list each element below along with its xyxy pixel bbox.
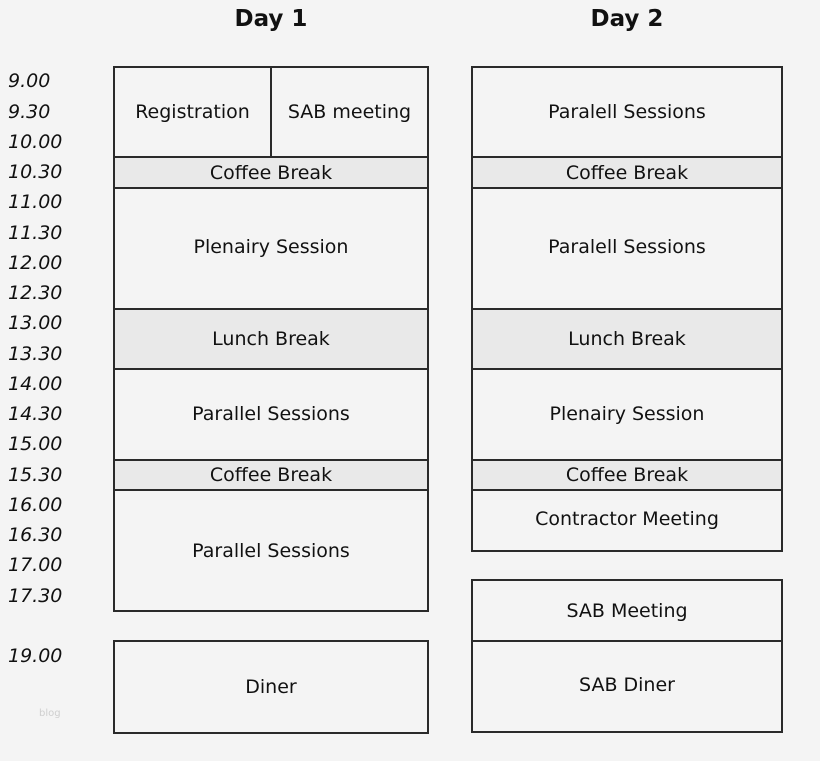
day1-plenary-session-label: Plenairy Session	[193, 236, 349, 258]
day1-coffee-break-block	[113, 156, 429, 189]
time-label: 17.30	[8, 585, 63, 607]
time-label: 15.00	[8, 433, 63, 455]
time-label: 13.30	[8, 343, 63, 365]
time-label: 11.30	[8, 222, 63, 244]
day2-plenary-session-label: Plenairy Session	[549, 403, 705, 425]
time-label: 17.00	[8, 554, 63, 576]
day1-parallel-sessions-label: Parallel Sessions	[192, 403, 350, 425]
day2-sab-meeting-block	[471, 579, 783, 642]
time-label: 12.30	[8, 282, 63, 304]
day1-parallel-sessions-2-block	[113, 489, 429, 612]
day1-parallel-sessions-block	[113, 368, 429, 461]
day-1-header: Day 1	[234, 6, 308, 32]
day2-coffee-break-block	[471, 156, 783, 189]
day1-lunch-break-block	[113, 308, 429, 370]
day2-parallel-sessions-2-block	[471, 187, 783, 310]
time-label: 9.00	[8, 70, 51, 92]
day2-coffee-break-2-label: Coffee Break	[565, 464, 689, 486]
day2-parallel-sessions-label: Paralell Sessions	[548, 101, 706, 123]
time-label: 16.00	[8, 494, 63, 516]
watermark: blog	[39, 708, 61, 719]
time-label: 13.00	[8, 312, 63, 334]
day2-lunch-break-label: Lunch Break	[568, 328, 686, 350]
day1-diner-label: Diner	[245, 676, 297, 698]
time-label: 9.30	[8, 101, 51, 123]
time-label: 10.00	[8, 131, 63, 153]
day2-coffee-break-2-block	[471, 459, 783, 491]
day1-sab-meeting-label: SAB meeting	[287, 101, 412, 123]
day1-coffee-break-2-label: Coffee Break	[209, 464, 333, 486]
time-label: 10.30	[8, 161, 63, 183]
day2-sab-meeting-label: SAB Meeting	[566, 599, 688, 622]
day2-contractor-meeting-block	[471, 489, 783, 552]
day1-sab-meeting-block	[270, 66, 429, 158]
time-label: 14.00	[8, 373, 63, 395]
day-2-header: Day 2	[590, 6, 664, 32]
day1-parallel-sessions-2-label: Parallel Sessions	[192, 539, 350, 562]
time-label: 11.00	[8, 191, 63, 213]
day1-registration-label: Registration	[135, 101, 250, 123]
time-label: 12.00	[8, 252, 63, 274]
day1-plenary-session-block	[113, 187, 429, 310]
day1-lunch-break-label: Lunch Break	[212, 328, 330, 350]
day2-sab-diner-block	[471, 640, 783, 733]
day2-parallel-sessions-block	[471, 66, 783, 158]
day2-lunch-break-block	[471, 308, 783, 370]
time-label: 19.00	[8, 645, 63, 667]
day1-diner-block	[113, 640, 429, 734]
day2-sab-diner-label: SAB Diner	[579, 674, 675, 696]
time-label: 14.30	[8, 403, 63, 425]
day1-registration-block	[113, 66, 272, 158]
day1-coffee-break-2-block	[113, 459, 429, 491]
day2-plenary-session-block	[471, 368, 783, 461]
time-label: 16.30	[8, 524, 63, 546]
day2-contractor-meeting-label: Contractor Meeting	[535, 508, 719, 530]
day2-coffee-break-label: Coffee Break	[565, 161, 689, 184]
time-label: 15.30	[8, 464, 63, 486]
day2-parallel-sessions-2-label: Paralell Sessions	[548, 236, 706, 258]
day1-coffee-break-label: Coffee Break	[209, 161, 333, 184]
